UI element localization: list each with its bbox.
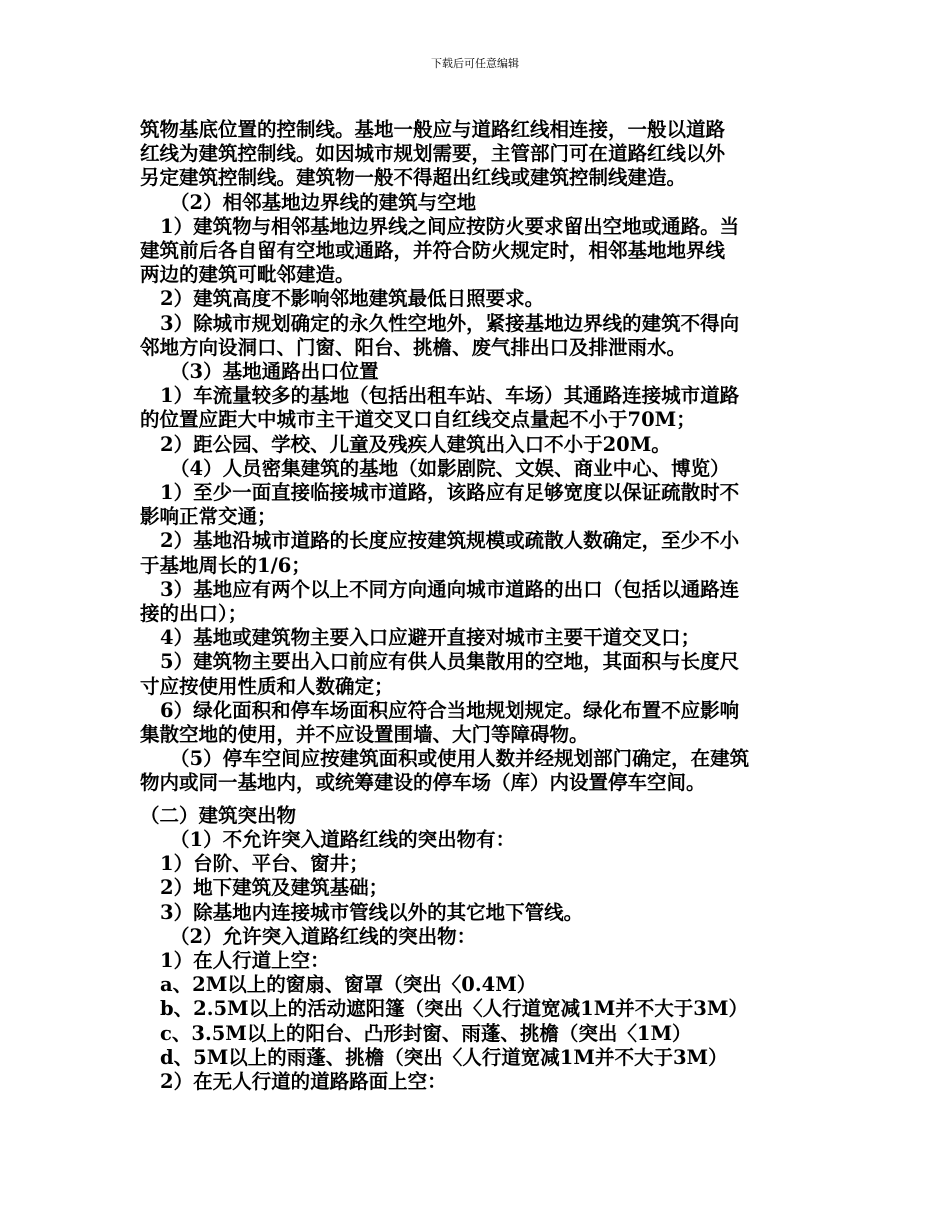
section-heading: （2）相邻基地边界线的建筑与空地 — [170, 190, 477, 214]
text-line: 2）距公园、学校、儿童及残疾人建筑出入口不小于20M。 — [160, 432, 671, 456]
text-line: 另定建筑控制线。建筑物一般不得超出红线或建筑控制线建造。 — [140, 166, 687, 190]
text-line: 1）在人行道上空： — [160, 948, 330, 972]
section-heading: （4）人员密集建筑的基地（如影剧院、文娱、商业中心、博览） — [170, 456, 730, 480]
text-line: 4）基地或建筑物主要入口应避开直接对城市主要干道交叉口； — [160, 626, 701, 650]
text-line: 的位置应距大中城市主干道交叉口自红线交点量起不小于70M； — [140, 408, 696, 432]
text-line: 3）除基地内连接城市管线以外的其它地下管线。 — [160, 900, 584, 924]
page-header-note: 下载后可任意编辑 — [431, 57, 519, 70]
text-line: 2）在无人行道的道路路面上空： — [160, 1069, 447, 1093]
text-line: 1）台阶、平台、窗井； — [160, 852, 369, 876]
text-line: 邻地方向设洞口、门窗、阳台、挑檐、废气排出口及排泄雨水。 — [140, 335, 687, 359]
text-line: a、2M以上的窗扇、窗罩（突出〈0.4M） — [160, 973, 537, 997]
text-line: c、3.5M以上的阳台、凸形封窗、雨蓬、挑檐（突出〈1M） — [160, 1021, 692, 1045]
section-heading: （2）允许突入道路红线的突出物： — [170, 924, 477, 948]
text-line: 1）车流量较多的基地（包括出租车站、车场）其通路连接城市道路 — [160, 384, 740, 408]
text-line: 两边的建筑可毗邻建造。 — [140, 263, 355, 287]
text-line: 物内或同一基地内，或统筹建设的停车场（库）内设置停车空间。 — [140, 771, 706, 795]
section-heading: （二）建筑突出物 — [140, 803, 297, 827]
text-line: 寸应按使用性质和人数确定； — [140, 674, 394, 698]
text-line: 于基地周长的1/6； — [140, 553, 311, 577]
text-line: 影响正常交通； — [140, 505, 277, 529]
section-heading: （3）基地通路出口位置 — [170, 360, 379, 384]
text-line: b、2.5M以上的活动遮阳篷（突出〈人行道宽减1M并不大于3M） — [160, 997, 748, 1021]
text-line: 3）基地应有两个以上不同方向通向城市道路的出口（包括以通路连 — [160, 577, 740, 601]
text-line: 筑物基底位置的控制线。基地一般应与道路红线相连接，一般以道路 — [140, 118, 726, 141]
text-line: 接的出口）； — [140, 602, 248, 626]
text-line: 红线为建筑控制线。如因城市规划需要，主管部门可在道路红线以外 — [140, 142, 726, 166]
text-line: 建筑前后各自留有空地或通路，并符合防火规定时，相邻基地地界线 — [140, 239, 726, 263]
document-body — [140, 118, 815, 1094]
text-line: 集散空地的使用，并不应设置围墙、大门等障碍物。 — [140, 723, 589, 747]
text-line: 2）地下建筑及建筑基础； — [160, 876, 389, 900]
text-line: 6）绿化面积和停车场面积应符合当地规划规定。绿化布置不应影响 — [160, 698, 740, 722]
text-line: d、5M以上的雨蓬、挑檐（突出〈人行道宽减1M并不大于3M） — [160, 1045, 728, 1069]
text-line: 2）基地沿城市道路的长度应按建筑规模或疏散人数确定，至少不小 — [160, 529, 740, 553]
text-line: 1）建筑物与相邻基地边界线之间应按防火要求留出空地或通路。当 — [160, 214, 740, 238]
text-line: 1）至少一面直接临接城市道路，该路应有足够宽度以保证疏散时不 — [160, 481, 740, 505]
text-line: 2）建筑高度不影响邻地建筑最低日照要求。 — [160, 287, 545, 311]
section-heading: （1）不允许突入道路红线的突出物有： — [170, 827, 516, 851]
text-line: 3）除城市规划确定的永久性空地外，紧接基地边界线的建筑不得向 — [160, 311, 740, 335]
text-line: 5）建筑物主要出入口前应有供人员集散用的空地，其面积与长度尺 — [160, 650, 740, 674]
text-line: （5）停车空间应按建筑面积或使用人数并经规划部门确定，在建筑 — [170, 747, 750, 771]
